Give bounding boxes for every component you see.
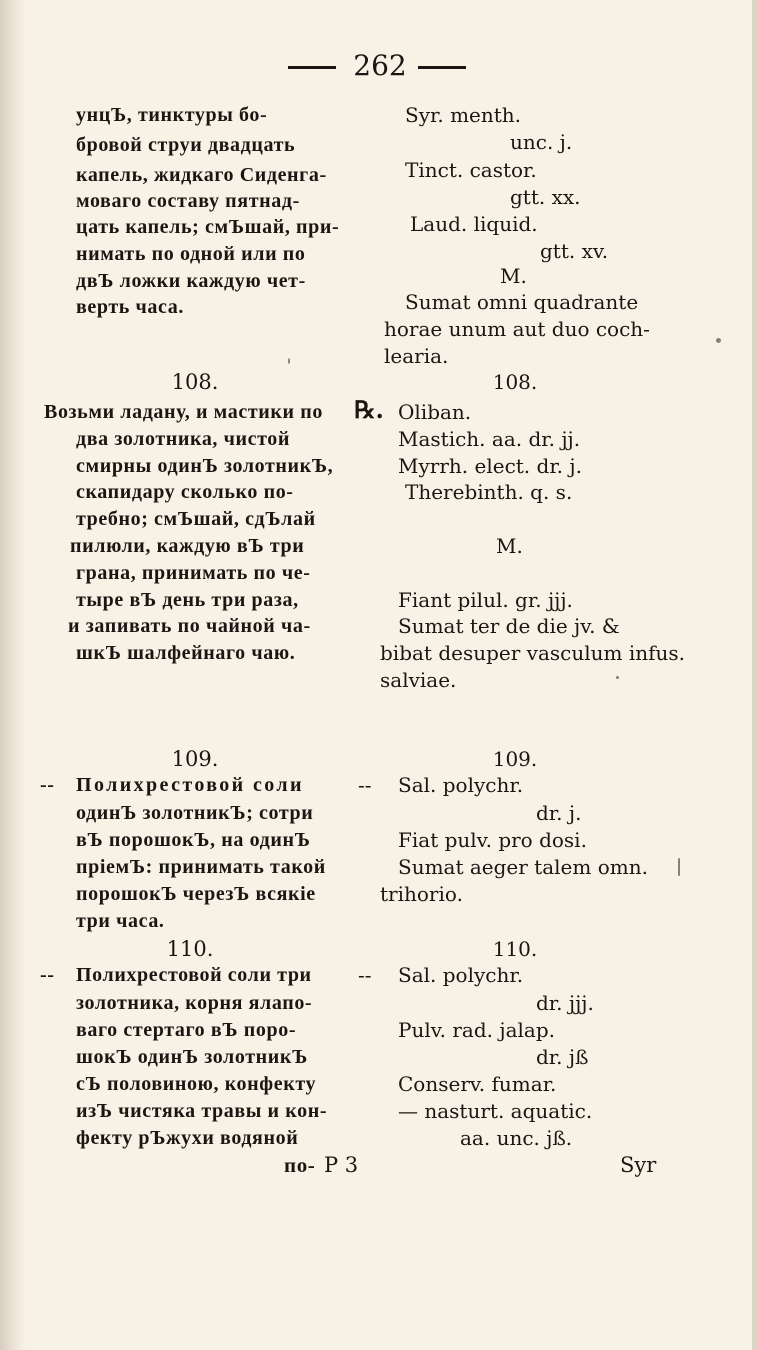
- page-gutter-shadow: [0, 0, 26, 1350]
- right-text-line: gtt. xx.: [510, 185, 581, 209]
- page-header: [0, 48, 758, 88]
- left-text-line: ваго стертаго вЪ поро-: [76, 1019, 297, 1041]
- section-number-110: 110.: [166, 937, 214, 961]
- right-text-line: M.: [500, 264, 527, 288]
- paper-speck: [716, 338, 721, 343]
- left-text-line: три часа.: [76, 910, 165, 932]
- header-rule-left: [288, 66, 336, 69]
- left-text-line: и запивать по чайной ча-: [68, 615, 311, 637]
- paper-speck: [616, 676, 619, 679]
- left-text-line: цать капель; смЪшай, при-: [76, 216, 340, 238]
- right-text-line: dr. j.: [536, 801, 582, 825]
- left-text-line: грана, принимать по че-: [76, 562, 311, 584]
- left-text-line: сЪ половиною, конфекту: [76, 1073, 317, 1095]
- right-text-line: dr. jjj.: [536, 991, 594, 1015]
- left-text-line: золотника, корня ялапо-: [76, 992, 313, 1014]
- left-text-line: два золотника, чистой: [76, 428, 290, 450]
- right-text-line: Fiat pulv. pro dosi.: [398, 828, 587, 852]
- left-text-line: бровой струи двадцать: [76, 134, 296, 156]
- right-text-line: trihorio.: [380, 882, 463, 906]
- right-text-line: Sal. polychr.: [398, 773, 524, 797]
- right-text-line: horae unum aut duo coch-: [384, 317, 650, 341]
- right-text-line: Pulv. rad. jalap.: [398, 1018, 555, 1042]
- right-text-line: Sumat ter de die jv. &: [398, 614, 620, 638]
- left-text-line: моваго составу пятнад-: [76, 190, 300, 212]
- right-text-line: unc. j.: [510, 130, 573, 154]
- right-text-line: gtt. xv.: [540, 239, 609, 263]
- right-text-line: Tinct. castor.: [405, 158, 537, 182]
- left-text-line: нимать по одной или по: [76, 243, 306, 265]
- left-text-line: изЪ чистяка травы и кон-: [76, 1100, 328, 1122]
- left-text-line: фекту рЪжухи водяной: [76, 1127, 299, 1149]
- right-text-line: learia.: [384, 344, 449, 368]
- signature-mark: P 3: [324, 1153, 359, 1177]
- right-text-line: Oliban.: [398, 400, 472, 424]
- right-text-line: Sal. polychr.: [398, 963, 524, 987]
- right-text-line: Fiant pilul. gr. jjj.: [398, 588, 573, 612]
- left-text-line: Полихрестовой соли три: [76, 964, 312, 986]
- left-text-line: смирны одинЪ золотникЪ,: [76, 455, 334, 477]
- right-text-line: aa. unc. jß.: [460, 1126, 573, 1150]
- left-text-line: порошокЪ черезЪ всякіе: [76, 883, 316, 905]
- right-text-line: dr. jß: [536, 1045, 589, 1069]
- left-text-line: требно; смЪшай, сдЪлай: [76, 508, 316, 530]
- left-text-line: шкЪ шалфейнаго чаю.: [76, 642, 296, 664]
- page-edge: [752, 0, 758, 1350]
- section-number-110-latin: 110.: [492, 937, 538, 961]
- recipe-symbol: ℞.: [354, 395, 384, 424]
- left-text-line: тыре вЪ день три раза,: [76, 589, 299, 611]
- right-text-line: M.: [496, 534, 523, 558]
- left-text-line: вЪ порошокЪ, на одинЪ: [76, 829, 311, 851]
- right-text-line: — nasturt. aquatic.: [398, 1099, 593, 1123]
- catchword-left: по-: [284, 1153, 316, 1177]
- left-text-line: одинЪ золотникЪ; сотри: [76, 802, 314, 824]
- left-text-line: верть часа.: [76, 296, 184, 318]
- catchword-right: Syr: [620, 1153, 657, 1177]
- right-text-line: bibat desuper vasculum infus.: [380, 641, 686, 665]
- left-text-line: Полихрестовой соли: [76, 774, 304, 796]
- section-number-108: 108.: [171, 370, 219, 394]
- right-text-line: Syr. menth.: [405, 103, 522, 127]
- right-text-line: Sumat omni quadrante: [405, 290, 639, 314]
- section-number-108-latin: 108.: [492, 370, 538, 394]
- left-text-line: Возьми ладану, и мастики по: [44, 401, 323, 423]
- page-number: 262: [353, 49, 407, 82]
- header-rule-right: [418, 66, 466, 69]
- right-text-line: Mastich. aa. dr. jj.: [398, 427, 581, 451]
- right-text-line: Sumat aeger talem omn.: [398, 855, 648, 879]
- section-marker-110-latin: --: [358, 963, 372, 987]
- right-text-line: Laud. liquid.: [410, 212, 538, 236]
- paper-speck: [288, 358, 290, 364]
- paper-speck: [678, 858, 680, 876]
- section-marker-109-latin: --: [358, 773, 372, 797]
- section-marker-109: --: [40, 774, 55, 796]
- left-text-line: скапидару сколько по-: [76, 481, 294, 503]
- left-text-line: пилюли, каждую вЪ три: [70, 535, 305, 557]
- section-marker-110: --: [40, 964, 55, 986]
- left-text-line: шокЪ одинЪ золотникЪ: [76, 1046, 308, 1068]
- left-text-line: капель, жидкаго Сиденга-: [76, 164, 327, 186]
- right-text-line: salviae.: [380, 668, 457, 692]
- section-number-109: 109.: [171, 747, 219, 771]
- left-text-line: пріемЪ: принимать такой: [76, 856, 326, 878]
- left-text-line: унцЪ, тинктуры бо-: [76, 104, 268, 126]
- right-text-line: Myrrh. elect. dr. j.: [398, 454, 582, 478]
- right-text-line: Therebinth. q. s.: [405, 480, 573, 504]
- right-text-line: Conserv. fumar.: [398, 1072, 557, 1096]
- section-number-109-latin: 109.: [492, 747, 538, 771]
- left-text-line: двЪ ложки каждую чет-: [76, 270, 306, 292]
